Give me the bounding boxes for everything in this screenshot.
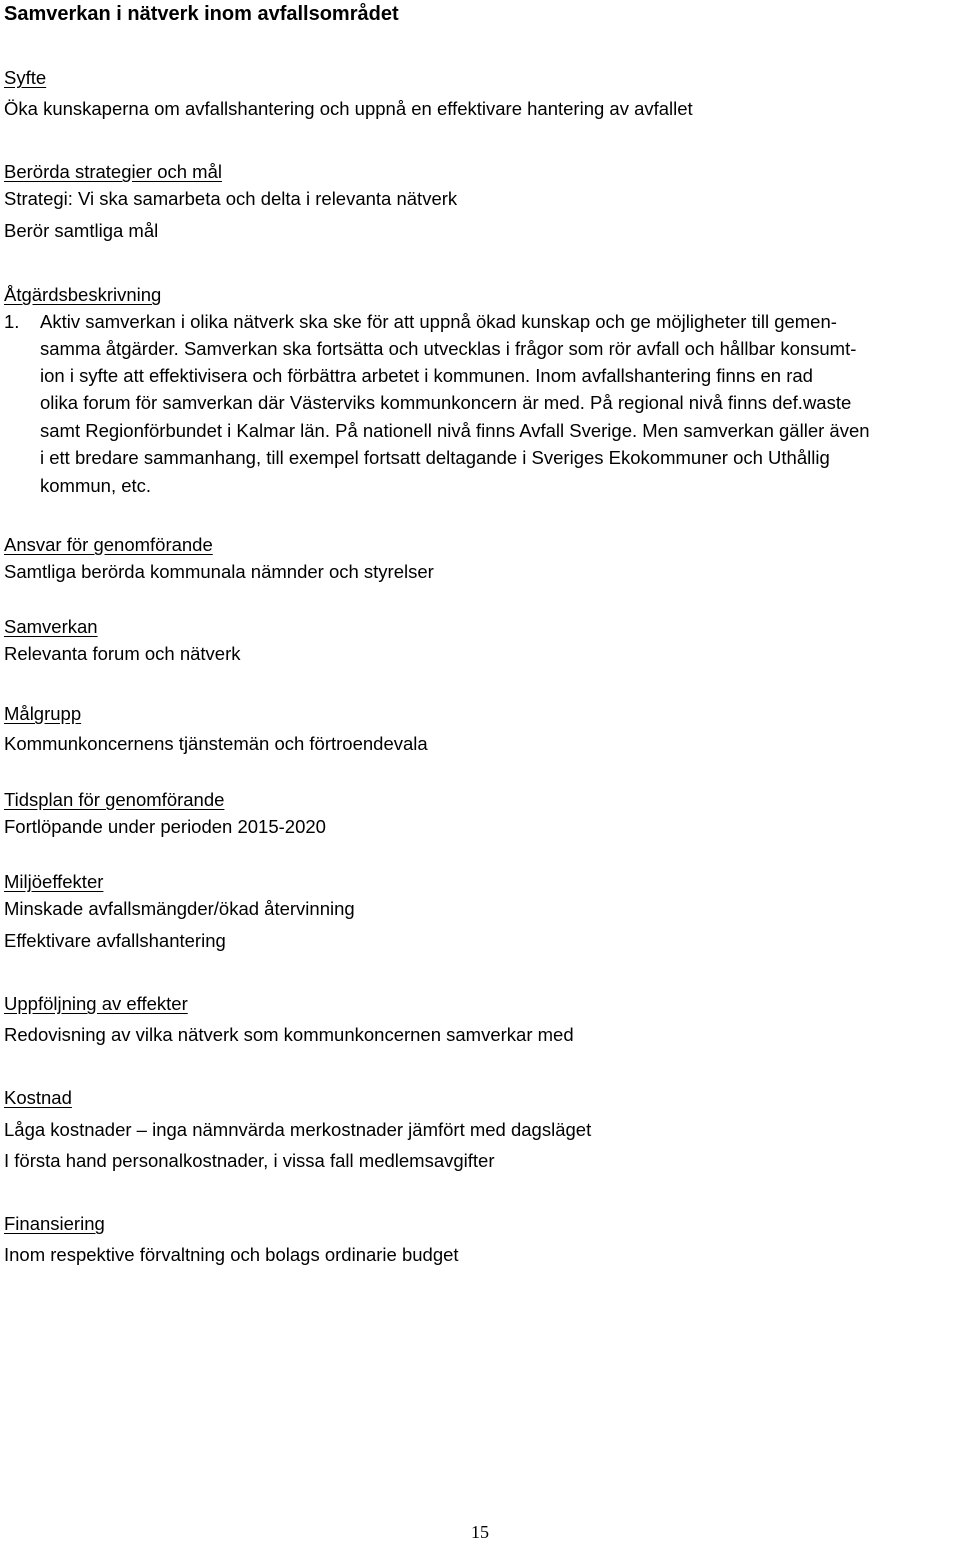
miljoeffekter-line-1: Minskade avfallsmängder/ökad återvinning	[4, 898, 355, 919]
heading-strategier: Berörda strategier och mål	[4, 161, 222, 182]
atgard-line-2: samma åtgärder. Samverkan ska fortsätta och utvecklas i frågor som rör avfall och hållbar konsumt-	[40, 338, 857, 359]
miljoeffekter-line-2: Effektivare avfallshantering	[4, 930, 226, 951]
heading-syfte: Syfte	[4, 67, 47, 88]
samverkan-text: Relevanta forum och nätverk	[4, 643, 241, 664]
heading-uppfoljning: Uppföljning av effekter	[4, 993, 188, 1014]
atgard-line-7: kommun, etc.	[40, 475, 152, 496]
atgard-line-1: Aktiv samverkan i olika nätverk ska ske för att uppnå ökad kunskap och ge möjligheter till gemen-	[40, 311, 837, 332]
heading-atgardsbeskrivning: Åtgärdsbeskrivning	[4, 284, 162, 305]
finansiering-text: Inom respektive förvaltning och bolags ordinarie budget	[4, 1244, 459, 1265]
atgard-line-3: ion i syfte att effektivisera och förbättra arbetet i kommunen. Inom avfallshantering finns en rad	[40, 365, 813, 386]
page-number: 15	[471, 1522, 489, 1542]
uppfoljning-text: Redovisning av vilka nätverk som kommunkoncernen samverkar med	[4, 1024, 574, 1045]
atgard-line-6: i ett bredare sammanhang, till exempel fortsatt deltagande i Sveriges Ekokommuner och Uthållig	[40, 447, 830, 468]
syfte-text: Öka kunskaperna om avfallshantering och uppnå en effektivare hantering av avfallet	[4, 98, 693, 119]
heading-miljoeffekter: Miljöeffekter	[4, 871, 104, 892]
ansvar-text: Samtliga berörda kommunala nämnder och styrelser	[4, 561, 434, 582]
strategier-line-2: Berör samtliga mål	[4, 220, 159, 241]
malgrupp-text: Kommunkoncernens tjänstemän och förtroendevala	[4, 733, 428, 754]
tidsplan-text: Fortlöpande under perioden 2015-2020	[4, 816, 326, 837]
kostnad-line-2: I första hand personalkostnader, i vissa fall medlemsavgifter	[4, 1150, 495, 1171]
atgard-line-4: olika forum för samverkan där Västerviks kommunkoncern är med. På regional nivå finns def.waste	[40, 392, 852, 413]
kostnad-line-1: Låga kostnader – inga nämnvärda merkostnader jämfört med dagsläget	[4, 1119, 592, 1140]
heading-kostnad: Kostnad	[4, 1087, 72, 1108]
heading-malgrupp: Målgrupp	[4, 703, 82, 724]
heading-samverkan: Samverkan	[4, 616, 98, 637]
heading-tidsplan: Tidsplan för genomförande	[4, 789, 225, 810]
atgard-line-5: samt Regionförbundet i Kalmar län. På nationell nivå finns Avfall Sverige. Men samverkan gäller även	[40, 420, 870, 441]
heading-ansvar: Ansvar för genomförande	[4, 534, 213, 555]
document-title: Samverkan i nätverk inom avfallsområdet	[4, 3, 399, 25]
list-number: 1.	[4, 311, 20, 332]
strategier-line-1: Strategi: Vi ska samarbeta och delta i relevanta nätverk	[4, 188, 458, 209]
heading-finansiering: Finansiering	[4, 1213, 105, 1234]
